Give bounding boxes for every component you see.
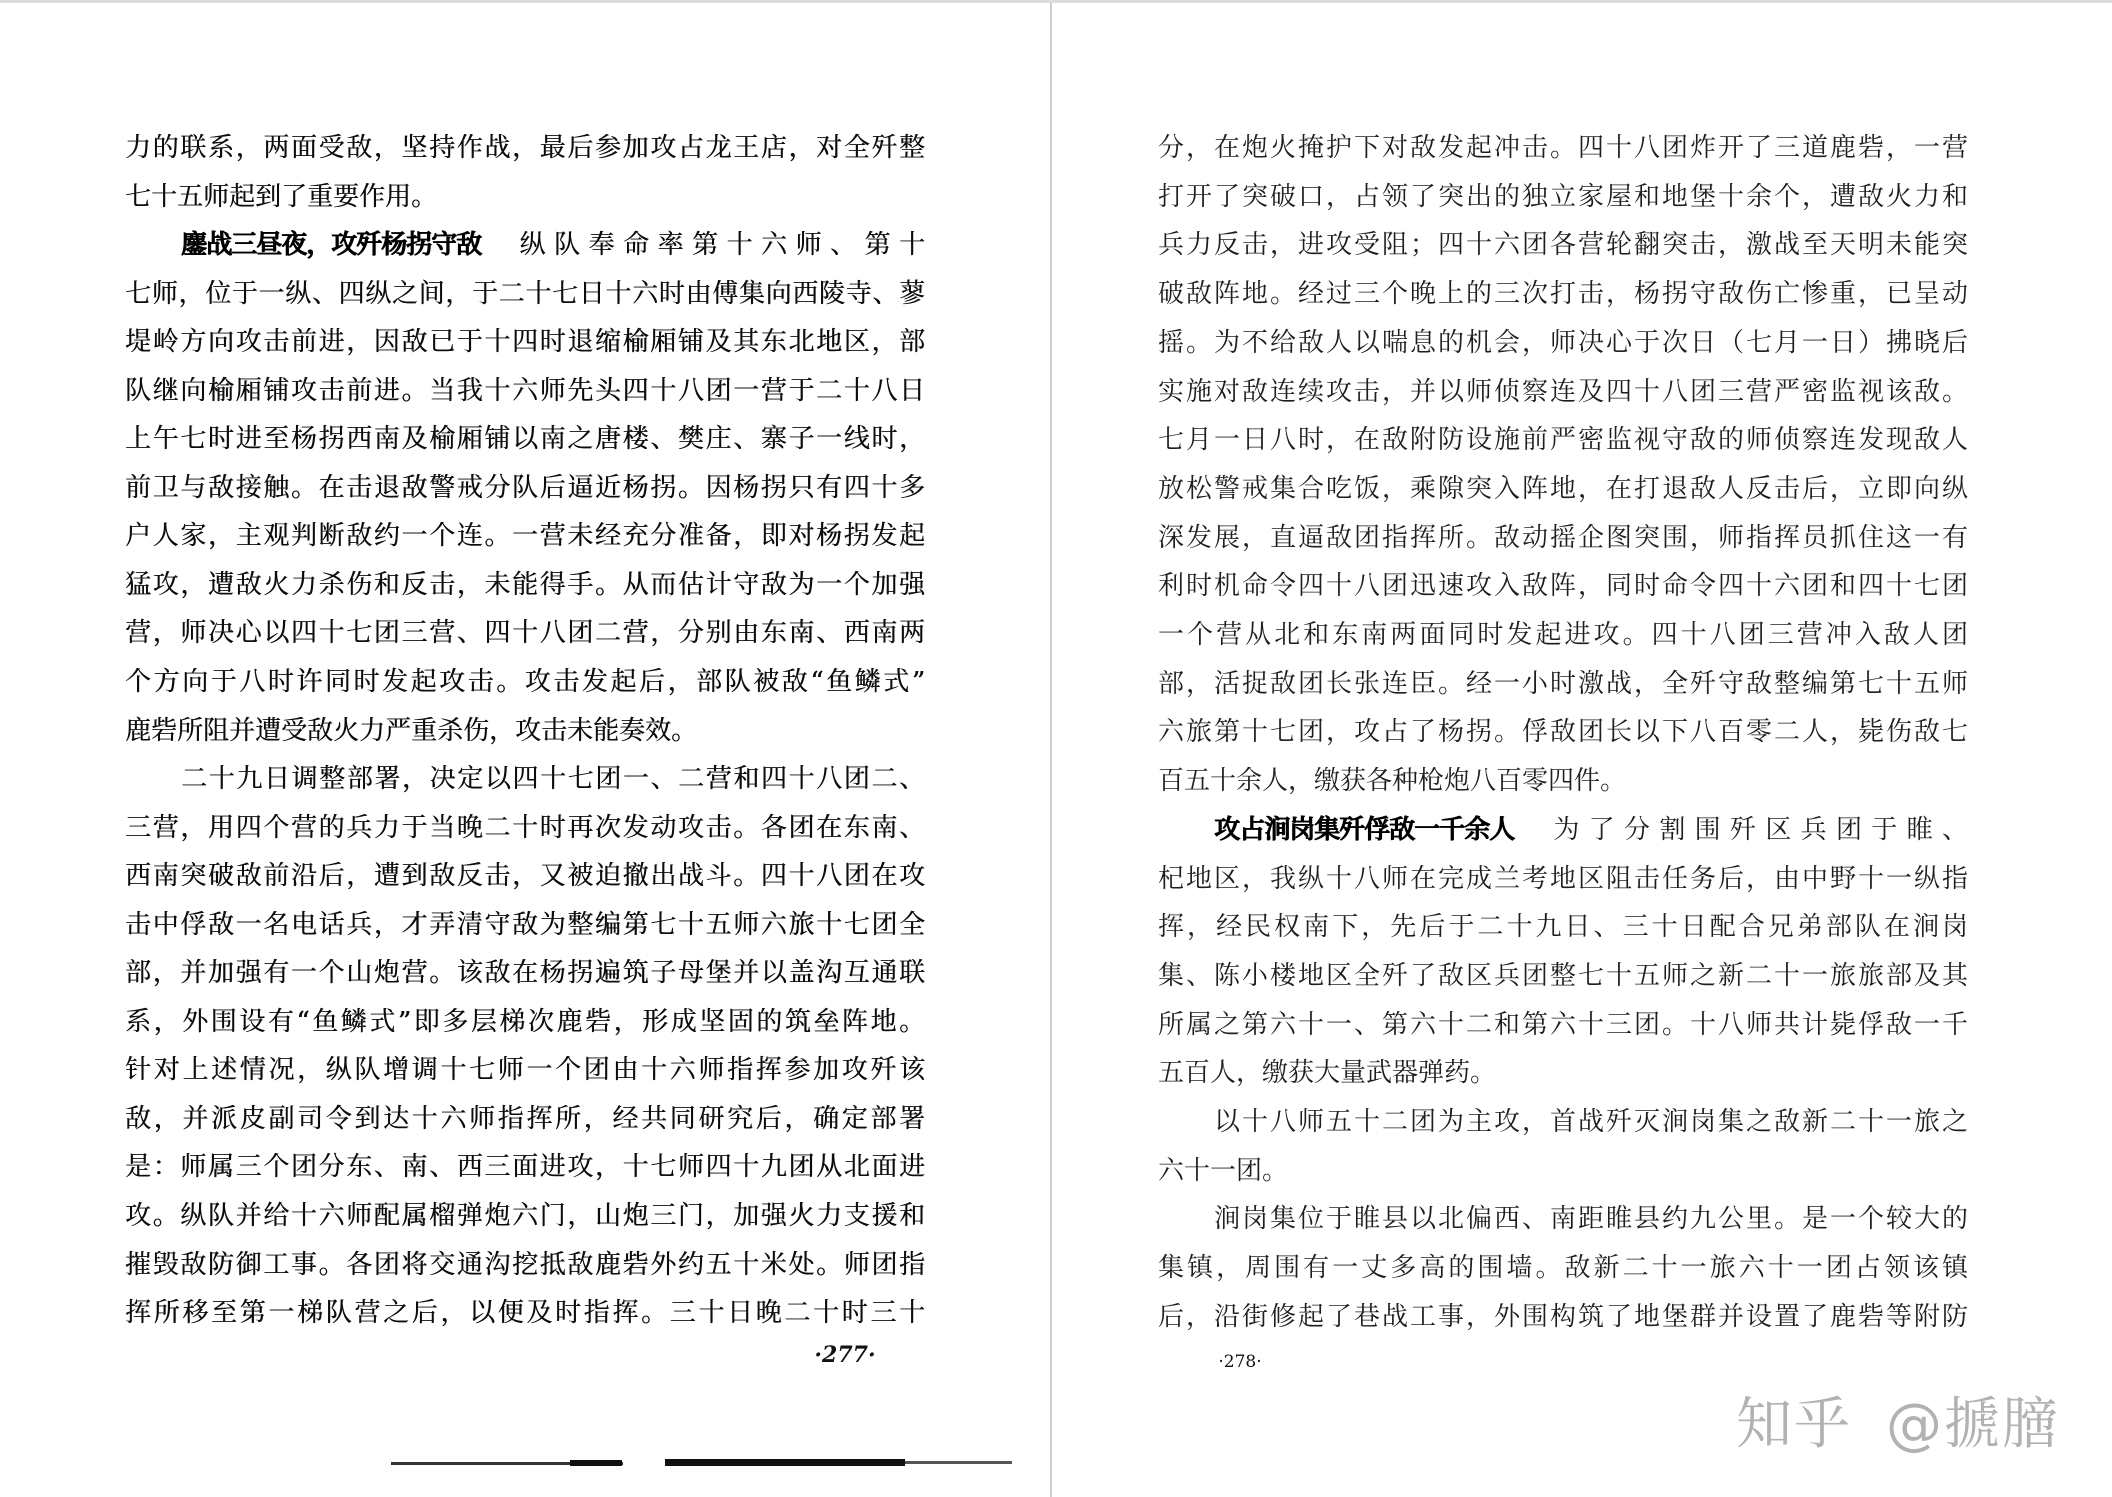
text-line: 部，活捉敌团长张连臣。经一小时激战，全歼守敌整编第七十五师 xyxy=(1158,668,1968,699)
text-line: 前卫与敌接触。在击退敌警戒分队后逼近杨拐。因杨拐只有四十多 xyxy=(125,472,925,503)
text-line: 五百人，缴获大量武器弹药。 xyxy=(1158,1058,1497,1089)
right-page xyxy=(1052,3,2112,1497)
text-line: 鹿砦所阻并遭受敌火力严重杀伤，攻击未能奏效。 xyxy=(125,715,698,746)
text-line: 深发展，直逼敌团指挥所。敌动摇企图突围，师指挥员抓住这一有 xyxy=(1158,522,1968,553)
text-line: 针对上述情况，纵队增调十七师一个团由十六师指挥参加攻歼该 xyxy=(125,1055,925,1086)
text-line: 百五十余人，缴获各种枪炮八百零四件。 xyxy=(1158,766,1627,797)
text-line: 二十九日调整部署，决定以四十七团一、二营和四十八团二、 xyxy=(181,764,925,795)
text-line: 兵力反击，进攻受阻；四十六团各营轮翻突击，激战至天明未能突 xyxy=(1158,230,1968,261)
text-line: 杞地区，我纵十八师在完成兰考地区阻击任务后，由中野十一纵指 xyxy=(1158,863,1968,894)
text-line: 集、陈小楼地区全歼了敌区兵团整七十五师之新二十一旅旅部及其 xyxy=(1158,960,1968,991)
text-line: 挥所移至第一梯队营之后，以便及时指挥。三十日晚二十时三十 xyxy=(125,1298,925,1329)
right-page-text xyxy=(1158,124,1968,1342)
section-heading: 鏖战三昼夜，攻歼杨拐守敌 xyxy=(181,230,482,261)
text-line: 营，师决心以四十七团三营、四十八团二营，分别由东南、西南两 xyxy=(125,618,925,649)
text-line: 户人家，主观判断敌约一个连。一营未经充分准备，即对杨拐发起 xyxy=(125,521,925,552)
left-page xyxy=(0,3,1050,1497)
text-line: 所属之第六十一、第六十二和第六十三团。十八师共计毙俘敌一千 xyxy=(1158,1009,1968,1040)
text-line: 一个营从北和东南两面同时发起进攻。四十八团三营冲入敌人团 xyxy=(1158,620,1968,651)
page-number: ·278· xyxy=(1218,1352,1262,1372)
text-line: 破敌阵地。经过三个晚上的三次打击，杨拐守敌伤亡惨重，已呈动 xyxy=(1158,279,1968,310)
text-line: 系，外围设有“鱼鳞式”即多层梯次鹿砦，形成坚固的筑垒阵地。 xyxy=(125,1006,925,1037)
text-line: 打开了突破口，占领了突出的独立家屋和地堡十余个，遭敌火力和 xyxy=(1158,181,1968,212)
text-line: 摧毁敌防御工事。各团将交通沟挖抵敌鹿砦外约五十米处。师团指 xyxy=(125,1249,925,1280)
text-line: 部，并加强有一个山炮营。该敌在杨拐遍筑子母堡并以盖沟互通联 xyxy=(125,958,925,989)
watermark-handle: @搋膪 xyxy=(1886,1392,2060,1457)
text-line: 后，沿街修起了巷战工事，外围构筑了地堡群并设置了鹿砦等附防 xyxy=(1158,1301,1968,1332)
text-line: 七十五师起到了重要作用。 xyxy=(125,181,438,212)
text-line: 敌，并派皮副司令到达十六师指挥所，经共同研究后，确定部署 xyxy=(125,1103,925,1134)
section-heading: 攻占涧岗集歼俘敌一千余人 xyxy=(1214,814,1515,845)
left-page-text xyxy=(125,124,925,1338)
text-line: 猛攻，遭敌火力杀伤和反击，未能得手。从而估计守敌为一个加强 xyxy=(125,569,925,600)
text-line: 七师，位于一纵、四纵之间，于二十七日十六时由傅集向西陵寺、蓼 xyxy=(125,278,925,309)
text-line: 六十一团。 xyxy=(1158,1155,1289,1186)
text-line: 上午七时进至杨拐西南及榆厢铺以南之唐楼、樊庄、寨子一线时， xyxy=(125,424,925,455)
text-line: 挥，经民权南下，先后于二十九日、三十日配合兄弟部队在涧岗 xyxy=(1158,912,1968,943)
section-heading-line xyxy=(1158,806,1968,855)
text-line: 西南突破敌前沿后，遭到敌反击，又被迫撤出战斗。四十八团在攻 xyxy=(125,861,925,892)
text-line: 六旅第十七团，攻占了杨拐。俘敌团长以下八百零二人，毙伤敌七 xyxy=(1158,717,1968,748)
watermark-platform: 知乎 xyxy=(1736,1392,1852,1457)
text-line: 是：师属三个团分东、南、西三面进攻，十七师四十九团从北面进 xyxy=(125,1152,925,1183)
text-line: 队继向榆厢铺攻击前进。当我十六师先头四十八团一营于二十八日 xyxy=(125,375,925,406)
text-line: 堤岭方向攻击前进，因敌已于十四时退缩榆厢铺及其东北地区，部 xyxy=(125,327,925,358)
text-line: 分，在炮火掩护下对敌发起冲击。四十八团炸开了三道鹿砦，一营 xyxy=(1158,133,1968,163)
text-line: 摇。为不给敌人以喘息的机会，师决心于次日（七月一日）拂晓后 xyxy=(1158,327,1968,358)
scan-artifact-bar xyxy=(665,1459,905,1466)
page-number: ·277· xyxy=(814,1342,876,1368)
text-line: 利时机命令四十八团迅速攻入敌阵，同时命令四十六团和四十七团 xyxy=(1158,571,1968,602)
text-line: 三营，用四个营的兵力于当晚二十时再次发动攻击。各团在东南、 xyxy=(125,812,925,843)
text-line: 放松警戒集合吃饭，乘隙突入阵地，在打退敌人反击后，立即向纵 xyxy=(1158,473,1968,504)
scan-artifact-bar xyxy=(570,1460,622,1466)
text-line: 攻。纵队并给十六师配属榴弹炮六门，山炮三门，加强火力支援和 xyxy=(125,1201,925,1232)
text-line: 七月一日八时，在敌附防设施前严密监视守敌的师侦察连发现敌人 xyxy=(1158,425,1968,456)
text-line: 集镇，周围有一丈多高的围墙。敌新二十一旅六十一团占领该镇 xyxy=(1158,1253,1968,1284)
text-line: 以十八师五十二团为主攻，首战歼灭涧岗集之敌新二十一旅之 xyxy=(1214,1107,1968,1138)
scan-artifact-bar xyxy=(905,1461,1012,1464)
section-heading-line xyxy=(125,221,925,270)
text-line: 实施对敌连续攻击，并以师侦察连及四十八团三营严密监视该敌。 xyxy=(1158,376,1968,407)
text-line: 个方向于八时许同时发起攻击。攻击发起后，部队被敌“鱼鳞式” xyxy=(125,667,925,698)
text-line: 击中俘敌一名电话兵，才弄清守敌为整编第七十五师六旅十七团全 xyxy=(125,909,925,940)
text-line: 涧岗集位于睢县以北偏西、南距睢县约九公里。是一个较大的 xyxy=(1214,1204,1968,1235)
text-line-body: 为了分割围歼区兵团于睢、 xyxy=(1544,814,1968,845)
watermark xyxy=(1736,1380,2060,1460)
text-line-body: 纵队奉命率第十六师、第十 xyxy=(511,230,925,261)
text-line: 力的联系，两面受敌，坚持作战，最后参加攻占龙王店，对全歼整 xyxy=(125,133,925,163)
